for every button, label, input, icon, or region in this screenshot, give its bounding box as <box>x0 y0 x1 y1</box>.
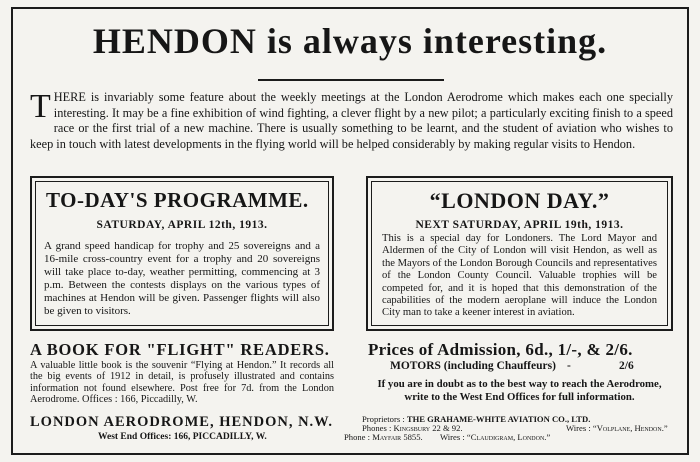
motors-dash: - <box>567 360 571 372</box>
mayfair-phone-line <box>344 432 423 442</box>
wires-london-line <box>440 432 550 442</box>
london-day-date: NEXT SATURDAY, APRIL 19th, 1913. <box>415 219 624 231</box>
phones-value: Kingsbury 22 & 92. <box>393 423 463 433</box>
wires-london-label: Wires : <box>440 432 465 442</box>
prices-title: Prices of Admission, 6d., 1/-, & 2/6. <box>368 340 633 359</box>
london-day-title: “LONDON DAY.” <box>429 188 610 213</box>
west-end-offices: West End Offices: 166, PICCADILLY, W. <box>98 432 267 442</box>
intro-paragraph <box>30 90 673 152</box>
motors-price: 2/6 <box>619 360 634 372</box>
programme-title: TO-DAY'S PROGRAMME. <box>46 188 309 212</box>
intro-dropcap: T <box>30 88 51 125</box>
wires-london-value: “Claudigram, London.” <box>466 432 551 442</box>
wires-hendon-value: “Volplane, Hendon.” <box>592 423 668 433</box>
motors-label: MOTORS (including Chauffeurs) <box>390 360 556 372</box>
london-day-body: This is a special day for Londoners. The Lord Mayor and Aldermen of the City of London will visit Hendon, as well as the Mayors of the London Borough Councils and representatives of the London County Council. Valuable trophies will be competed for, and it is hoped that this demonstration of the capabilities of the modern aeroplane will induce the London City man to take a keener interest in aviation. <box>382 233 657 319</box>
programme-body: A grand speed handicap for trophy and 25 sovereigns and a 16-mile cross-country event for a trophy and 20 sovereigns will take place to-day, weather permitting, commencing at 3 p.m. Between the contests displays on the various types of machines at Hendon will be given. Passenger flights will also be given to visitors. <box>44 240 320 318</box>
london-day-box <box>366 176 673 331</box>
programme-date: SATURDAY, APRIL 12th, 1913. <box>96 219 268 231</box>
phones-label: Phones : <box>362 423 392 433</box>
proprietors-label: Proprietors : <box>362 414 405 424</box>
programme-box <box>30 176 334 331</box>
wires-hendon-line <box>566 423 668 433</box>
book-body: A valuable little book is the souvenir “Flying at Hendon.” It records all the big events of 1912 in detail, is profusely illustrated and contains information not found elsewhere. Post free for 7d. from the London Aerodrome. Offices : 166, Piccadilly, W. <box>30 360 334 406</box>
mayfair-phone-label: Phone : <box>344 432 371 442</box>
mayfair-phone-value: Mayfair 5855. <box>372 432 423 442</box>
aerodrome-name: LONDON AERODROME, HENDON, N.W. <box>30 414 333 430</box>
directions-advice: If you are in doubt as to the best way to reach the Aerodrome, write to the West End Offices for full information. <box>377 378 662 403</box>
book-title: A BOOK FOR "FLIGHT" READERS. <box>30 340 330 359</box>
wires-hendon-label: Wires : <box>566 423 591 433</box>
headline-rule <box>258 79 444 81</box>
intro-text: HERE is invariably some feature about the weekly meetings at the London Aerodrome which makes each one specially interesting. It may be a fine exhibition of wind fighting, a clever flight by a new pilot; a particularly exciting finish to a speed race or the first trial of a new machine. There is usually something to be learnt, and the student of aviation who wishes to keep in touch with latest developments in the flying world will be helped considerably by making regular visits to Hendon. <box>30 90 673 151</box>
proprietors-name: THE GRAHAME-WHITE AVIATION CO., LTD. <box>406 414 591 424</box>
headline: HENDON is always interesting. <box>92 21 608 61</box>
